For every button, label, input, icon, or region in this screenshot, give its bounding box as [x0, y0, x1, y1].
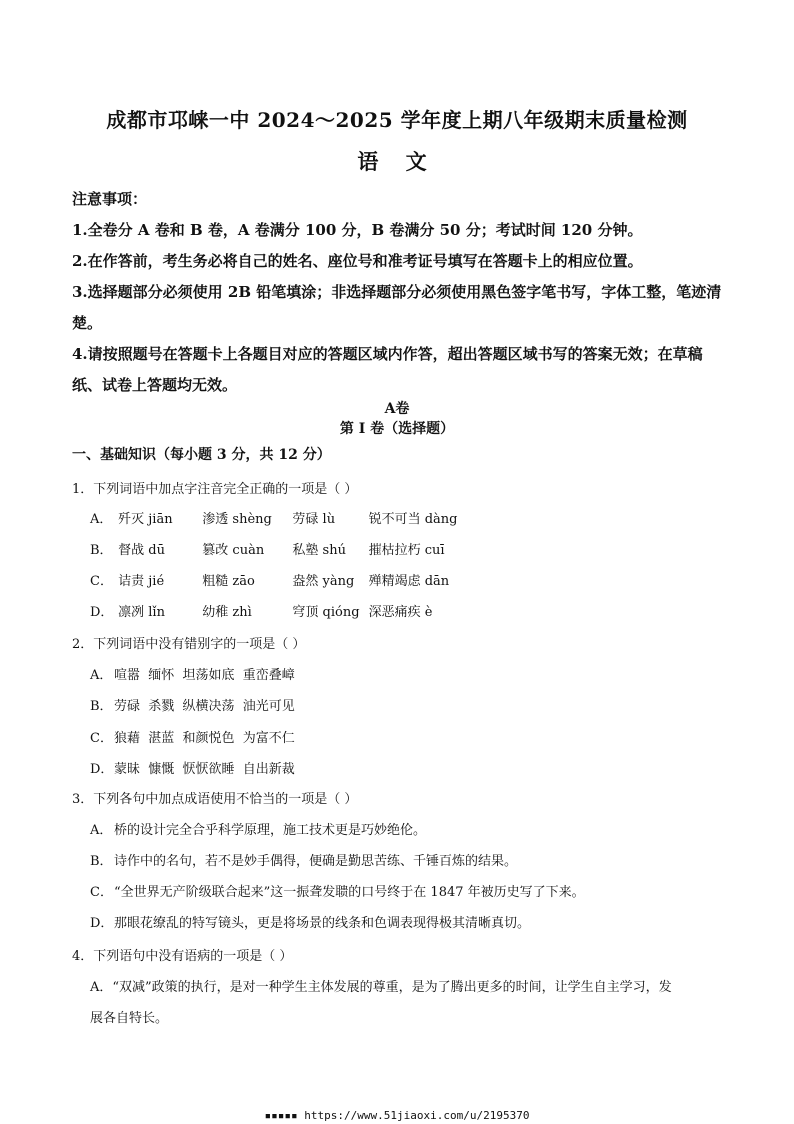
word-item: 摧枯拉朽 cuī — [368, 543, 445, 558]
question-3-option-a — [90, 819, 426, 838]
option-label: A． — [90, 512, 113, 527]
option-label: B． — [90, 854, 113, 869]
option-label: B． — [90, 543, 113, 558]
question-3-option-b — [90, 850, 517, 869]
question-4-option-a-line2: 展各自特长。 — [90, 1011, 169, 1026]
option-text: 蒙昧 慷慨 恹恹欲睡 自出新裁 — [114, 762, 295, 777]
option-text: 喧嚣 缅怀 坦荡如底 重峦叠嶂 — [114, 668, 295, 683]
word-item: 穹顶 qióng — [292, 605, 360, 620]
exam-title: 成都市邛崃一中 2024～2025 学年度上期八年级期末质量检测 — [106, 108, 688, 132]
word-item: 歼灭 jiān — [118, 512, 173, 527]
option-text: 劳碌 杀戮 纵横决荡 油光可见 — [114, 699, 295, 714]
question-3-option-c — [90, 881, 585, 900]
option-text: 诗作中的名句，若不是妙手偶得，便确是勤思苦练、千锤百炼的结果。 — [114, 854, 518, 869]
question-1-option-d — [90, 601, 432, 620]
question-1-option-c — [90, 570, 449, 589]
option-text: 那眼花缭乱的特写镜头，更是将场景的线条和色调表现得极其清晰真切。 — [114, 916, 531, 931]
option-label: B． — [90, 699, 113, 714]
option-text: 桥的设计完全合乎科学原理，施工技术更是巧妙绝伦。 — [114, 823, 427, 838]
volume-a-heading: A卷 — [384, 401, 410, 417]
word-item: 篡改 cuàn — [202, 543, 265, 558]
question-4-option-a-line1: A．“双减”政策的执行，是对一种学生主体发展的尊重，是为了腾出更多的时间，让学生自主学习，发 — [90, 980, 672, 995]
question-1-option-a — [90, 508, 457, 527]
question-2-option-c — [90, 727, 295, 746]
option-label: D． — [90, 916, 114, 931]
option-label: C． — [90, 731, 113, 746]
option-label: C． — [90, 574, 113, 589]
option-label: A． — [90, 668, 113, 683]
word-item: 诘责 jié — [118, 574, 165, 589]
question-2-option-b — [90, 695, 295, 714]
word-item: 督战 dū — [118, 543, 165, 558]
exam-notes — [72, 184, 722, 401]
note-item-2: 2.在作答前，考生务必将自己的姓名、座位号和准考证号填写在答题卡上的相应位置。 — [72, 252, 643, 270]
section-1-heading: 一、基础知识（每小题 3 分，共 12 分） — [72, 447, 331, 463]
word-item: 劳碌 lù — [292, 512, 336, 527]
word-item: 粗糙 zāo — [202, 574, 255, 589]
note-item-4: 4.请按照题号在答题卡上各题目对应的答题区域内作答，超出答题区域书写的答案无效；在草稿纸、试卷上答题均无效。 — [72, 345, 703, 394]
word-item: 幼稚 zhì — [202, 605, 252, 620]
option-label: D． — [90, 605, 114, 620]
word-item: 锐不可当 dàng — [368, 512, 458, 527]
question-2-stem: 2．下列词语中没有错别字的一项是（ ） — [72, 637, 306, 652]
option-text: 狼藉 湛蓝 和颜悦色 为富不仁 — [114, 731, 295, 746]
word-item: 深恶痛疾 è — [368, 605, 433, 620]
footer-url: ▪▪▪▪▪ https://www.51jiaoxi.com/u/2195370 — [264, 1109, 530, 1122]
word-item: 私塾 shú — [292, 543, 346, 558]
option-label: D． — [90, 762, 114, 777]
question-4-stem: 4．下列语句中没有语病的一项是（ ） — [72, 949, 293, 964]
question-1-stem: 1．下列词语中加点字注音完全正确的一项是（ ） — [72, 482, 358, 497]
word-item: 凛冽 lǐn — [118, 605, 165, 620]
question-1-option-b — [90, 539, 445, 558]
option-text: “全世界无产阶级联合起来”这一振聋发聩的口号终于在 1847 年被历史写了下来。 — [114, 885, 585, 900]
option-label: C． — [90, 885, 113, 900]
notes-heading: 注意事项： — [72, 190, 148, 208]
note-item-1: 1.全卷分 A 卷和 B 卷，A 卷满分 100 分，B 卷满分 50 分；考试时间 120 分钟。 — [72, 221, 643, 239]
note-item-3: 3.选择题部分必须使用 2B 铅笔填涂；非选择题部分必须使用黑色签字笔书写，字体工整，笔迹清楚。 — [72, 283, 722, 332]
word-item: 盎然 yàng — [292, 574, 355, 589]
question-3-option-d — [90, 912, 530, 931]
part-1-heading: 第 I 卷（选择题） — [339, 421, 455, 437]
question-2-option-d — [90, 758, 295, 777]
option-label: A． — [90, 823, 113, 838]
question-2-option-a — [90, 664, 295, 683]
question-3-stem: 3．下列各句中加点成语使用不恰当的一项是（ ） — [72, 792, 358, 807]
word-item: 渗透 shèng — [202, 512, 272, 527]
word-item: 殚精竭虑 dān — [368, 574, 450, 589]
subject-title: 语 文 — [357, 149, 437, 174]
